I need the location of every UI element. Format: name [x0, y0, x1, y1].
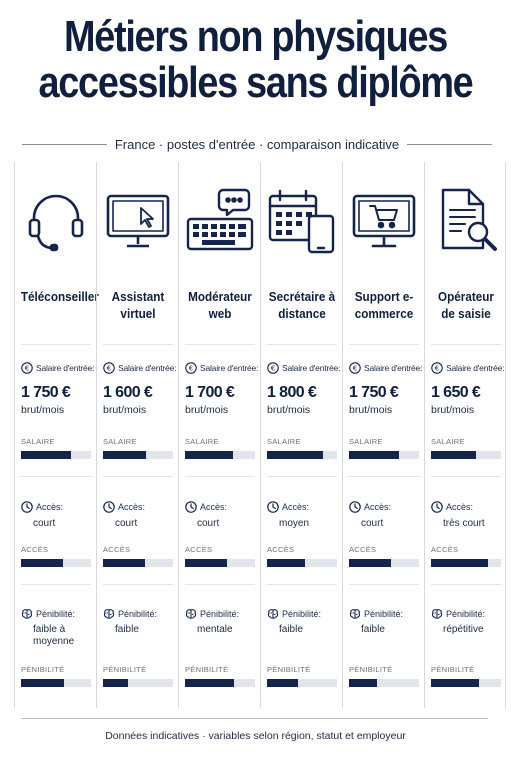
hardship-bar-fill: [185, 679, 234, 687]
hardship-bar: [349, 679, 419, 687]
euro-icon: [349, 362, 361, 374]
access-value: court: [33, 518, 56, 529]
monitor-cart-icon: [349, 186, 419, 256]
divider: [267, 584, 337, 585]
hardship-bar-fill: [267, 679, 298, 687]
salary-unit: brut/mois: [185, 404, 229, 416]
access-bar-fill: [21, 559, 63, 567]
subtitle-rule-right: [407, 144, 492, 145]
hardship-caption: PÉNIBILITÉ: [431, 665, 475, 674]
access-caption: ACCÈS: [349, 545, 377, 554]
access-label: Accès:: [282, 502, 310, 512]
divider: [103, 344, 173, 345]
salary-bar: [349, 451, 419, 459]
access-value: court: [197, 518, 220, 529]
svg-text:€: €: [24, 364, 30, 373]
salary-bar: [267, 451, 337, 459]
divider: [349, 344, 419, 345]
access-label-row: [103, 501, 145, 513]
divider: [21, 476, 91, 477]
subtitle-row: [22, 134, 492, 154]
salary-amount: 1 600 €: [103, 384, 153, 401]
hardship-label-row: [185, 608, 239, 620]
hardship-caption: PÉNIBILITÉ: [267, 665, 311, 674]
salary-amount: 1 750 €: [21, 384, 71, 401]
divider: [21, 584, 91, 585]
hardship-label: Pénibilité:: [364, 609, 404, 619]
job-name: Assistant virtuel: [111, 289, 165, 321]
salary-caption: SALAIRE: [185, 437, 219, 446]
page-title: [36, 14, 475, 106]
euro-icon: [185, 362, 197, 374]
divider: [431, 584, 501, 585]
title-line-1: Métiers non physiques: [64, 12, 447, 61]
salary-caption: SALAIRE: [21, 437, 55, 446]
access-label: Accès:: [200, 502, 228, 512]
hardship-label-row: [349, 608, 403, 620]
salary-bar: [431, 451, 501, 459]
salary-unit: brut/mois: [431, 404, 475, 416]
salary-amount: 1 800 €: [267, 384, 317, 401]
access-bar-fill: [267, 559, 305, 567]
salary-label-row: [431, 362, 504, 374]
calendar-phone-icon: [267, 186, 337, 256]
divider: [431, 476, 501, 477]
access-label-row: [21, 501, 63, 513]
euro-icon: [103, 362, 115, 374]
job-name: Opérateur de saisie: [438, 289, 494, 321]
access-label-row: [267, 501, 309, 513]
hardship-caption: PÉNIBILITÉ: [349, 665, 393, 674]
brain-icon: [267, 608, 279, 620]
access-caption: ACCÈS: [185, 545, 213, 554]
brain-icon: [349, 608, 361, 620]
clock-icon: [185, 501, 197, 513]
access-value: très court: [443, 518, 485, 529]
access-bar-fill: [185, 559, 227, 567]
access-label: Accès:: [118, 502, 146, 512]
salary-unit: brut/mois: [21, 404, 65, 416]
clock-icon: [349, 501, 361, 513]
access-bar-fill: [103, 559, 145, 567]
hardship-value: faible à moyenne: [33, 624, 75, 647]
hardship-label: Pénibilité:: [118, 609, 158, 619]
hardship-bar: [185, 679, 255, 687]
hardship-value: faible: [361, 624, 385, 635]
salary-label: Salaire d'entrée:: [364, 363, 423, 373]
salary-label: Salaire d'entrée:: [36, 363, 95, 373]
access-bar: [185, 559, 255, 567]
hardship-label-row: [103, 608, 157, 620]
clock-icon: [103, 501, 115, 513]
hardship-caption: PÉNIBILITÉ: [21, 665, 65, 674]
job-column: [178, 162, 260, 708]
access-value: court: [361, 518, 384, 529]
salary-amount: 1 700 €: [185, 384, 235, 401]
svg-text:€: €: [270, 364, 276, 373]
access-value: court: [115, 518, 138, 529]
job-name: Modérateur web: [188, 289, 252, 321]
hardship-label-row: [431, 608, 485, 620]
svg-text:€: €: [352, 364, 358, 373]
hardship-bar: [103, 679, 173, 687]
brain-icon: [103, 608, 115, 620]
job-column: [14, 162, 99, 708]
access-label-row: [349, 501, 391, 513]
hardship-label: Pénibilité:: [200, 609, 240, 619]
salary-unit: brut/mois: [103, 404, 147, 416]
footer-note: Données indicatives · variables selon région, statut et employeur: [105, 730, 406, 742]
salary-bar: [103, 451, 173, 459]
salary-unit: brut/mois: [267, 404, 311, 416]
job-column: [96, 162, 178, 708]
divider: [185, 344, 255, 345]
clock-icon: [267, 501, 279, 513]
euro-icon: [21, 362, 33, 374]
hardship-value: faible: [279, 624, 303, 635]
jobs-grid: [14, 162, 505, 708]
salary-caption: SALAIRE: [267, 437, 301, 446]
hardship-bar-fill: [349, 679, 377, 687]
access-bar: [21, 559, 91, 567]
access-caption: ACCÈS: [431, 545, 459, 554]
salary-amount: 1 750 €: [349, 384, 399, 401]
job-name: Support e-commerce: [354, 289, 414, 321]
salary-caption: SALAIRE: [431, 437, 465, 446]
access-label: Accès:: [446, 502, 474, 512]
salary-label-row: [349, 362, 422, 374]
salary-label: Salaire d'entrée:: [200, 363, 259, 373]
divider: [349, 476, 419, 477]
salary-label-row: [103, 362, 176, 374]
divider: [349, 584, 419, 585]
hardship-caption: PÉNIBILITÉ: [103, 665, 147, 674]
hardship-bar-fill: [431, 679, 479, 687]
access-caption: ACCÈS: [267, 545, 295, 554]
svg-text:€: €: [434, 364, 440, 373]
access-bar-fill: [349, 559, 391, 567]
hardship-value: mentale: [197, 624, 233, 635]
salary-caption: SALAIRE: [103, 437, 137, 446]
divider: [185, 584, 255, 585]
title-line-2: accessibles sans diplôme: [38, 58, 473, 107]
access-caption: ACCÈS: [21, 545, 49, 554]
divider: [267, 476, 337, 477]
brain-icon: [185, 608, 197, 620]
subtitle: France · postes d'entrée · comparaison indicative: [114, 136, 400, 152]
salary-bar-fill: [267, 451, 323, 459]
salary-bar: [185, 451, 255, 459]
salary-unit: brut/mois: [349, 404, 393, 416]
monitor-cursor-icon: [103, 186, 173, 256]
salary-bar-fill: [349, 451, 399, 459]
salary-bar-fill: [431, 451, 476, 459]
keyboard-chat-icon: [185, 186, 255, 256]
job-column: [424, 162, 506, 708]
salary-label: Salaire d'entrée:: [282, 363, 341, 373]
divider: [103, 584, 173, 585]
access-bar: [431, 559, 501, 567]
access-label-row: [185, 501, 227, 513]
divider: [103, 476, 173, 477]
access-bar: [349, 559, 419, 567]
hardship-value: répétitive: [443, 624, 484, 635]
access-label: Accès:: [36, 502, 64, 512]
brain-icon: [431, 608, 443, 620]
salary-label: Salaire d'entrée:: [118, 363, 177, 373]
access-bar: [103, 559, 173, 567]
divider: [431, 344, 501, 345]
divider: [185, 476, 255, 477]
hardship-bar-fill: [103, 679, 128, 687]
document-search-icon: [431, 186, 501, 256]
job-name: Secrétaire à distance: [268, 289, 336, 321]
euro-icon: [267, 362, 279, 374]
hardship-label: Pénibilité:: [36, 609, 76, 619]
access-caption: ACCÈS: [103, 545, 131, 554]
hardship-bar-fill: [21, 679, 64, 687]
access-value: moyen: [279, 518, 310, 529]
hardship-value: faible: [115, 624, 139, 635]
clock-icon: [431, 501, 443, 513]
divider: [267, 344, 337, 345]
clock-icon: [21, 501, 33, 513]
job-name: Téléconseiller: [20, 289, 99, 304]
salary-caption: SALAIRE: [349, 437, 383, 446]
access-bar-fill: [431, 559, 488, 567]
hardship-bar: [431, 679, 501, 687]
hardship-label: Pénibilité:: [282, 609, 322, 619]
salary-bar: [21, 451, 91, 459]
access-label-row: [431, 501, 473, 513]
subtitle-rule-left: [22, 144, 107, 145]
hardship-bar: [21, 679, 91, 687]
salary-label-row: [185, 362, 258, 374]
salary-label: Salaire d'entrée:: [446, 363, 505, 373]
svg-text:€: €: [106, 364, 112, 373]
access-label: Accès:: [364, 502, 392, 512]
euro-icon: [431, 362, 443, 374]
hardship-caption: PÉNIBILITÉ: [185, 665, 229, 674]
hardship-label-row: [21, 608, 75, 620]
salary-bar-fill: [103, 451, 146, 459]
hardship-bar: [267, 679, 337, 687]
job-column: [342, 162, 424, 708]
footer-rule: [22, 718, 488, 719]
brain-icon: [21, 608, 33, 620]
salary-amount: 1 650 €: [431, 384, 481, 401]
hardship-label-row: [267, 608, 321, 620]
divider: [21, 344, 91, 345]
hardship-label: Pénibilité:: [446, 609, 486, 619]
job-column: [260, 162, 342, 708]
headset-icon: [21, 186, 91, 256]
access-bar: [267, 559, 337, 567]
salary-bar-fill: [185, 451, 233, 459]
svg-text:€: €: [188, 364, 194, 373]
salary-bar-fill: [21, 451, 71, 459]
salary-label-row: [21, 362, 94, 374]
salary-label-row: [267, 362, 340, 374]
